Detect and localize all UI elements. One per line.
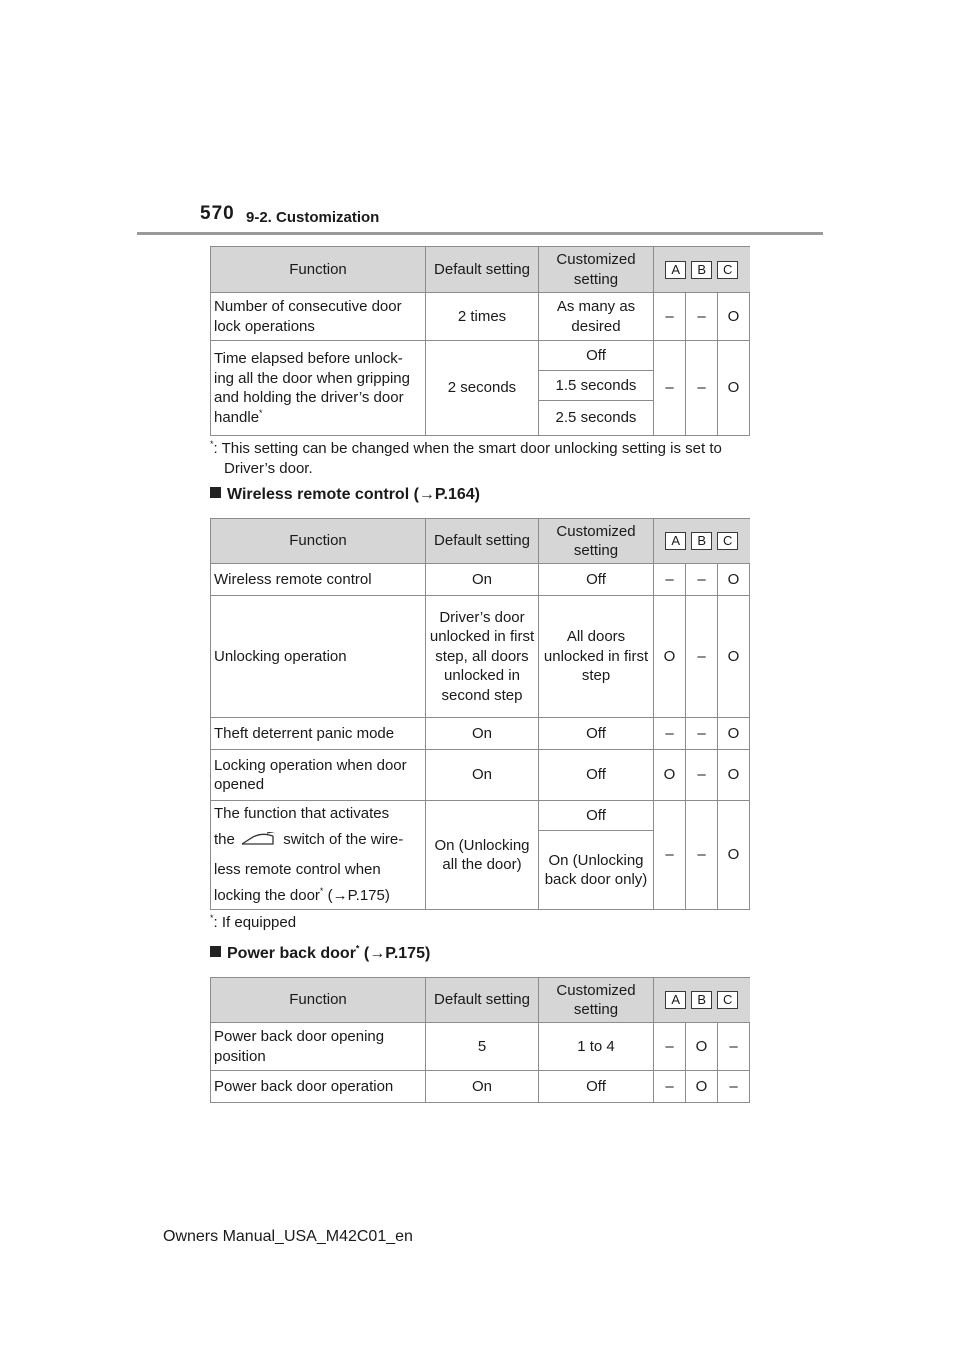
column-default: Default setting [426,519,539,564]
cell-function: Theft deterrent panic mode [211,718,426,750]
table-row [211,750,750,801]
label-c: C [717,532,738,550]
footnote-mark: * [210,439,214,449]
cell-default: On [426,718,539,750]
table-row [211,718,750,750]
cell-b: – [686,596,718,718]
cell-function [211,801,426,910]
function-text: locking the door [214,887,320,904]
column-function: Function [211,519,426,564]
cell-b: O [686,1023,718,1071]
back-door-icon [239,831,279,857]
cell-c: O [718,750,750,801]
cell-setting: Off [539,801,654,831]
cell-setting: As many as desired [539,293,654,341]
table-row [211,293,750,341]
cell-c: O [718,596,750,718]
cell-a: – [654,293,686,341]
function-text: less remote control when [214,861,381,878]
cell-default: On [426,750,539,801]
cell-setting: All doors unlocked in first step [539,596,654,718]
cell-setting: 2.5 seconds [539,401,654,436]
cell-a: – [654,718,686,750]
heading-power-back-door [210,945,430,963]
page-ref: P.175) [347,887,390,904]
table-header-row [211,247,750,293]
page-ref: P.164) [434,486,480,503]
column-customized: Customized setting [539,247,654,293]
label-a: A [665,532,686,550]
column-default: Default setting [426,247,539,293]
cell-function: Number of consecutive door lock operations [211,293,426,341]
column-default: Default setting [426,978,539,1023]
column-function: Function [211,247,426,293]
cell-setting: Off [539,718,654,750]
section-title: 9-2. Customization [246,209,380,226]
cell-c: O [718,341,750,436]
column-abc [654,247,750,293]
cell-default: Driver’s door unlocked in first step, all doors unlocked in second step [426,596,539,718]
cell-function: Locking operation when door opened [211,750,426,801]
cell-b: – [686,801,718,910]
cell-function: Power back door operation [211,1071,426,1103]
heading-text: Wireless remote control ( [227,486,419,503]
bullet-square [210,946,221,957]
footnote-text: : If equipped [213,914,297,931]
function-text: Time elapsed before unlock-ing all the door when gripping and holding the driver’s door handle [214,350,410,426]
footnote-mark: * [355,943,360,954]
column-abc [654,978,750,1023]
table-row [211,1071,750,1103]
table-row [211,341,750,371]
cell-setting: Off [539,1071,654,1103]
cell-function: Wireless remote control [211,564,426,596]
footnote-2 [210,913,296,933]
cell-b: – [686,341,718,436]
table-row [211,801,750,831]
cell-function: Power back door opening position [211,1023,426,1071]
column-abc [654,519,750,564]
heading-text: ( [359,945,370,962]
cell-default: On [426,1071,539,1103]
table-door-lock [210,246,750,436]
label-c: C [717,991,738,1009]
footnote-mark: * [259,407,263,418]
label-a: A [665,991,686,1009]
label-b: B [691,991,712,1009]
cell-default: 2 times [426,293,539,341]
table-header-row [211,519,750,564]
cell-default: 2 seconds [426,341,539,436]
cell-setting: 1 to 4 [539,1023,654,1071]
cell-default: 5 [426,1023,539,1071]
cell-b: O [686,1071,718,1103]
cell-a: O [654,596,686,718]
cell-c: – [718,1071,750,1103]
page-number: 570 [200,203,235,224]
cell-b: – [686,750,718,801]
heading-text: Power back door [227,945,356,962]
arrow-icon: → [332,887,348,904]
table-wireless-remote [210,518,750,910]
label-c: C [717,261,738,279]
cell-default: On [426,564,539,596]
cell-setting: 1.5 seconds [539,371,654,401]
cell-c: O [718,564,750,596]
cell-a: O [654,750,686,801]
footnote-text: : This setting can be changed when the smart door unlocking setting is set to Driver’s door. [213,440,722,477]
header-rule [137,232,823,235]
cell-b: – [686,718,718,750]
footnote-1 [210,439,769,478]
cell-c: O [718,293,750,341]
page-ref: P.175) [385,945,431,962]
cell-function [211,341,426,436]
footnote-mark: * [210,913,214,923]
label-b: B [691,261,712,279]
cell-setting: On (Unlocking back door only) [539,831,654,910]
cell-b: – [686,564,718,596]
function-text: the [214,831,235,848]
cell-default: On (Unlocking all the door) [426,801,539,910]
cell-a: – [654,1071,686,1103]
cell-c: – [718,1023,750,1071]
label-b: B [691,532,712,550]
cell-setting: Off [539,564,654,596]
footnote-mark: * [319,886,324,896]
function-text: The function that activates [214,805,390,822]
cell-a: – [654,564,686,596]
table-row [211,1023,750,1071]
bullet-square [210,487,221,498]
cell-function: Unlocking operation [211,596,426,718]
cell-a: – [654,341,686,436]
arrow-icon: → [418,486,435,503]
function-text: ( [323,887,333,904]
table-row [211,564,750,596]
column-customized: Customized setting [539,978,654,1023]
column-customized: Customized setting [539,519,654,564]
cell-c: O [718,718,750,750]
cell-a: – [654,801,686,910]
table-header-row [211,978,750,1023]
heading-wireless-remote [210,486,480,504]
cell-c: O [718,801,750,910]
table-row [211,596,750,718]
footer-manual-id: Owners Manual_USA_M42C01_en [163,1228,413,1245]
label-a: A [665,261,686,279]
arrow-icon: → [369,945,386,962]
column-function: Function [211,978,426,1023]
cell-a: – [654,1023,686,1071]
table-power-back-door [210,977,750,1103]
cell-setting: Off [539,750,654,801]
function-text: switch of the wire- [283,831,404,848]
cell-setting: Off [539,341,654,371]
cell-b: – [686,293,718,341]
